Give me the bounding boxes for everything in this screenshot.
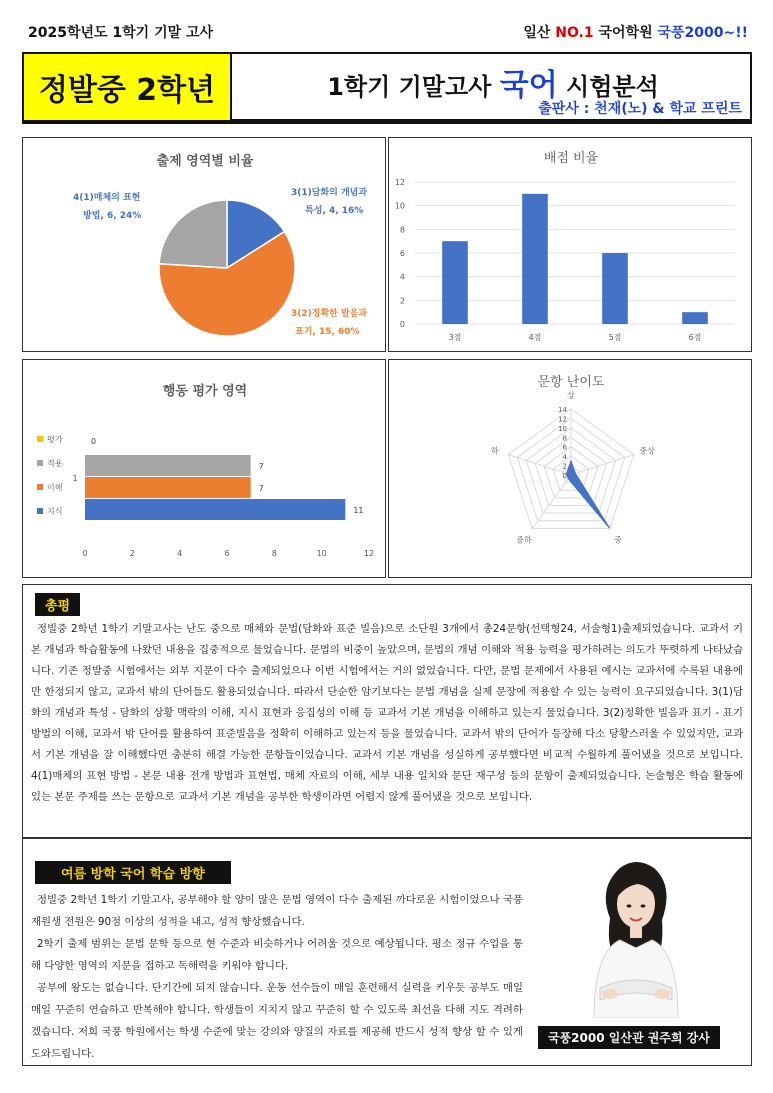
legend-label-이해: 이해 — [47, 483, 63, 492]
behavior-bar-label-이해: 7 — [258, 484, 264, 493]
score-xtick-2: 5점 — [608, 333, 622, 342]
score-xtick-1: 4점 — [528, 333, 542, 342]
behavior-bar-chart — [23, 360, 387, 579]
behavior-xtick-6: 12 — [363, 549, 375, 558]
score-bar-chart — [389, 138, 753, 353]
pie-chart — [23, 138, 387, 353]
score-ytick-1: 2 — [399, 296, 405, 306]
behavior-xtick-1: 2 — [129, 549, 135, 558]
pie-slice-2 — [159, 200, 227, 268]
pie-title: 출제 영역별 비율 — [156, 154, 254, 169]
score-ytick-6: 12 — [394, 178, 405, 187]
pie-chart-box — [22, 137, 386, 352]
behavior-bar-label-적용: 7 — [258, 462, 264, 471]
behavior-bar-chart-box — [22, 359, 386, 578]
radar-spoke-1 — [571, 455, 634, 475]
score-chart-title: 배점 비율 — [543, 151, 599, 166]
behavior-bar-label-지식: 11 — [353, 506, 364, 515]
pie-label-blue-1: 3(1)담화의 개념과 — [291, 188, 368, 198]
pie-label-orange-1: 3(2)정확한 발음과 — [291, 309, 368, 319]
behavior-bar-label-평가: 0 — [91, 437, 97, 446]
summary-text: 정빌중 2학년 1학기 기말고사는 난도 중으로 매체와 문법(담화와 표준 빌음)으로 소단원 3개에서 총24문항(선택형24, 서술형1)출제되었습니다. 교과서 기본 개념과 학습활동에 나왔던 내용을 집중적으로 물었습니다. 문법의 비중이 높았으며, 문법의 개념 이해와 적용 능력을 평가하려는 의도가 뚜렷하게 나타났습니다. 기존 정발중 시험에서는 외부 지문이 다수 출제되었으나 이번 시험에서는 거의 없었습니다. 다만, 문법 문제에서 사용된 예시는 교과서에 수록된 내용에만 한정되지 않고, 교과서 밖의 단어들도 활용되었습니다. 따라서 단순한 암기보다는 문법 개념을 실제 문장에 적용할 수 있는 능력이 요구되었습니다. 3(1)담화의 개념과 특성 - 담화의 상황 맥락의 이해, 지시 표현과 응집성의 이해 등 교과서 기본 개념을 이해하고 있는지 물었습니다. 3(2)정확한 빌음과 표기 - 표기 방법의 이해, 교과서 밖 단어를 활용하여 표준빌음을 정확히 이해하고 있는지 등을 물었습니다. 교과서 밖의 단어가 등장해 다소 당황스러울 수 있었지만, 교과서 기본 개념을 잘 이해했다면 충분히 해결 가능한 문항들이었습니다. 교과서 기본 개념을 성실하게 공부했다면 비교적 수월하게 풀어냈을 것으로 보입니다. 4(1)매체의 표현 방법 - 본문 내용 전개 방법과 표현법, 매체 자료의 이해, 세부 내용 일치와 문단 재구성 등의 문항이 출제되었습니다. 논술형은 학습 활동에 있는 본문 주제를 쓰는 문항으로 교과서 기본 개념을 공부한 학생이라면 어렵지 않게 풀어냈을 것으로 보입니다. — [31, 623, 743, 803]
publisher: 출판사 : 천재(노) & 학교 프린트 — [538, 101, 742, 117]
radar-rtick-6: 12 — [558, 415, 567, 424]
summer-paragraph-1: 정빌중 2학년 1학기 기말고사, 공부해야 할 양이 많은 문법 영역이 다수 출제된 까다로운 시험이었으나 국풍 재원생 전원은 90점 이상의 성적을 내고, 성적 향상했습니다. — [31, 894, 523, 928]
difficulty-chart-title: 문항 난이도 — [537, 375, 605, 390]
difficulty-radar-chart — [389, 360, 753, 579]
summer-text — [31, 889, 523, 1065]
behavior-xtick-4: 8 — [271, 549, 277, 558]
summer-tag: 여름 방학 국어 학습 방향 — [35, 861, 231, 884]
radar-axis-label-1: 중상 — [639, 446, 655, 456]
summer-paragraph-3: 공부에 왕도는 없습니다. 단기간에 되지 않습니다. 운동 선수들이 매일 훈련해서 실력을 키우듯 공부도 매일 매일 꾸준히 연습하고 반복해야 합니다. 학생들이 지치지 않고 꾸준히 할 수 있도록 최선을 다해 지도 격려하겠습니다. 저희 국풍 학원에서는 학생 수준에 맞는 강의와 양질의 자료를 제공해 반드시 성적 향상 할 수 있게 도와드립니다. — [31, 982, 523, 1060]
behavior-xtick-3: 6 — [224, 549, 230, 558]
teacher-photo — [580, 848, 692, 1018]
summary-section — [22, 584, 752, 838]
radar-rtick-4: 8 — [562, 434, 567, 443]
radar-axis-label-2: 중 — [614, 535, 622, 545]
behavior-category-label: 1 — [72, 474, 78, 483]
behavior-bar-적용 — [85, 455, 251, 476]
score-bar-5점 — [602, 253, 628, 324]
behavior-xtick-5: 10 — [316, 549, 327, 558]
radar-rtick-7: 14 — [558, 406, 567, 414]
pie-label-gray-2: 방법, 6, 24% — [83, 211, 142, 221]
legend-label-지식: 지식 — [47, 507, 63, 516]
page-title: 1학기 기말고사 국어 시험분석 — [327, 68, 659, 103]
top-bar — [28, 22, 748, 44]
school-grade: 정발중 2학년 — [24, 54, 232, 120]
score-ytick-3: 6 — [399, 249, 405, 258]
score-ytick-5: 10 — [394, 201, 405, 211]
pie-label-gray-1: 4(1)매체의 표현 — [73, 193, 141, 203]
score-xtick-0: 3점 — [448, 333, 462, 342]
summer-paragraph-2: 2학기 출제 범위는 문법 문학 등으로 현 수준과 비슷하거나 어려울 것으로 예상됩니다. 평소 정규 수업을 통해 다양한 영역의 지문을 접하고 독해력을 키워야 합니다. — [31, 938, 523, 972]
radar-rtick-3: 6 — [562, 443, 567, 452]
score-ytick-4: 8 — [399, 225, 405, 235]
behavior-bar-이해 — [85, 477, 251, 498]
legend-label-평가: 평가 — [47, 435, 63, 444]
score-bar-chart-box — [388, 137, 752, 352]
score-bar-6점 — [682, 312, 708, 324]
score-ytick-0: 0 — [399, 320, 405, 329]
score-bar-4점 — [522, 194, 548, 324]
legend-swatch-지식 — [37, 508, 43, 514]
radar-axis-label-4: 하 — [491, 446, 499, 456]
legend-swatch-이해 — [37, 484, 43, 490]
radar-axis-label-3: 중하 — [516, 535, 532, 545]
score-ytick-2: 4 — [399, 272, 405, 282]
difficulty-radar-box — [388, 359, 752, 578]
legend-label-적용: 적용 — [47, 459, 63, 468]
pie-label-blue-2: 특성, 4, 16% — [305, 206, 364, 216]
pie-label-orange-2: 표기, 15, 60% — [295, 327, 360, 337]
score-bar-3점 — [442, 241, 468, 324]
summary-tag: 총평 — [35, 593, 80, 616]
legend-swatch-적용 — [37, 460, 43, 466]
behavior-bar-지식 — [85, 499, 345, 520]
header — [22, 52, 752, 124]
teacher-caption: 국풍2000 일산관 권주희 강사 — [538, 1026, 720, 1049]
legend-swatch-평가 — [37, 436, 43, 442]
teacher-portrait-illustration — [580, 848, 692, 1018]
behavior-xtick-2: 4 — [177, 549, 183, 558]
score-xtick-3: 6점 — [688, 333, 702, 342]
radar-rtick-5: 10 — [558, 424, 567, 433]
behavior-chart-title: 행동 평가 영역 — [162, 384, 248, 399]
academy-slogan: 일산 NO.1 국어학원 국풍2000~!! — [523, 25, 748, 41]
radar-rtick-0: 0 — [562, 472, 567, 480]
exam-label: 2025학년도 1학기 기말 고사 — [28, 25, 214, 41]
radar-rtick-2: 4 — [562, 453, 567, 462]
radar-axis-label-0: 상 — [567, 391, 575, 400]
radar-rtick-1: 2 — [562, 462, 567, 471]
behavior-xtick-0: 0 — [82, 549, 88, 558]
